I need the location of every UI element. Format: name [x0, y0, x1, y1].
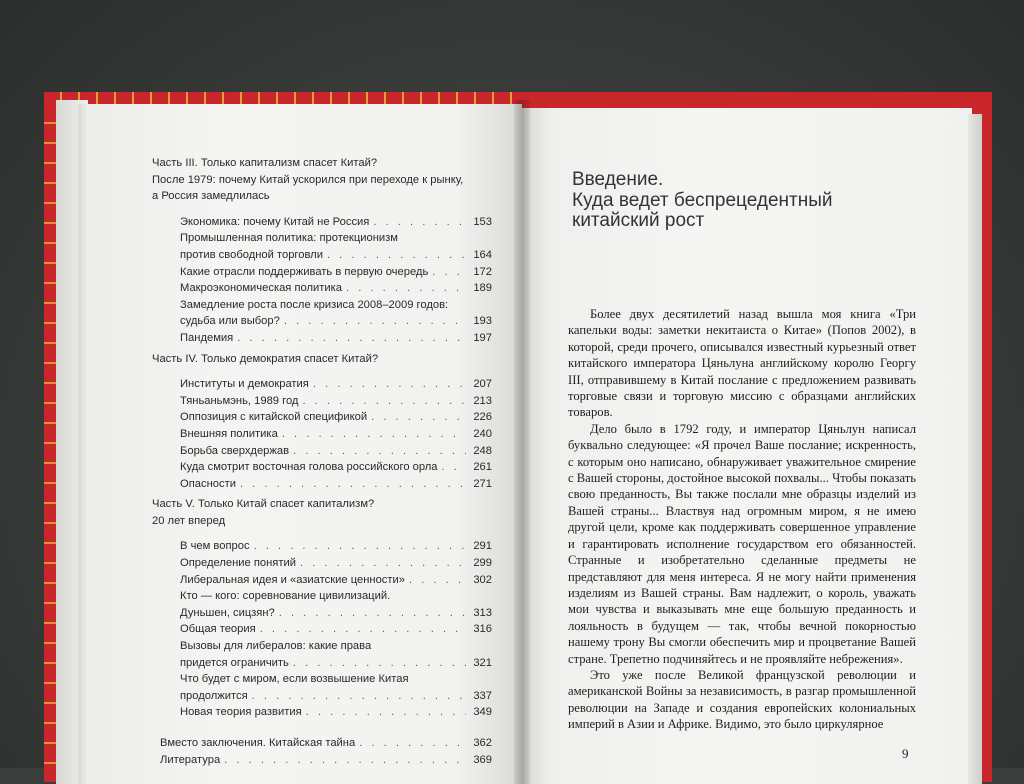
toc-part-title: Часть V. Только Китай спасет капитализм? [152, 498, 375, 511]
toc-entry: Оппозиция с китайской спецификой . . . 226 [152, 409, 492, 426]
page-number: 9 [902, 746, 909, 761]
book-gutter [514, 100, 530, 784]
toc-entry: против свободной торговли . . . 164 [152, 247, 492, 264]
paragraph: Дело было в 1792 году, и император Цяньлун написал буквально следующее: «Я прочел Ваше послание; искренность, с которым оно написано, обнаруживает уважительное смирение с Вашей стороны, достойное высокой похвалы... Чтобы показать свою преданность, Вы также послали мне образцы изделий из Вашей страны... Властвуя над огромным миром, я не имею другой цели, кроме как поддерживать совершенное управление и гарантировать исполнение государством его обязанностей. Странные и изобретательно сделанные предметы не представляют для меня интереса. Я не могу найти применения изделиям из Вашей страны. Вам надлежит, о король, уважать мои чувства и выказывать мне еще большую преданность и лояльность в будущем — так, чтобы вечной покорностью нашему трону Вы смогли обеспечить мир и процветание Вашей стране. Трепетно подчиняйтесь и не проявляйте небрежения». [568, 421, 916, 666]
toc-entry: Промышленная политика: протекционизм [180, 232, 398, 245]
toc-entry: Дуньшен, сицзян? . . . 313 [152, 605, 492, 622]
table-of-contents [152, 155, 492, 768]
toc-entry: В чем вопрос . . . 291 [152, 538, 492, 555]
toc-entry: придется ограничить . . . 321 [152, 655, 492, 672]
toc-entry: Куда смотрит восточная голова российского орла . . . 261 [152, 459, 492, 476]
toc-entry: Новая теория развития . . . 349 [152, 704, 492, 721]
paragraph: Это уже после Великой французской революции и американской Войны за независимость, в разгар промышленной революции на Западе и создания европейских колониальных империй в Азии и Африке. Видимо, это было циркулярное [568, 667, 916, 732]
toc-entry: Борьба сверхдержав . . . 248 [152, 443, 492, 460]
right-page-stack [968, 114, 982, 784]
toc-part-subtitle: а Россия замедлилась [152, 190, 270, 203]
toc-entry: Внешняя политика . . . 240 [152, 426, 492, 443]
toc-entry: Определение понятий . . . 299 [152, 555, 492, 572]
toc-entry: судьба или выбор? . . . 193 [152, 313, 492, 330]
toc-entry: Кто — кого: соревнование цивилизаций. [180, 590, 391, 603]
toc-entry: Макроэкономическая политика . . . 189 [152, 280, 492, 297]
paragraph: Более двух десятилетий назад вышла моя книга «Три капельки воды: заметки некитаиста о Китае» (Попов 2002), в которой, среди прочего, описывался известный курьезный ответ китайского императора Цяньлуна английскому королю Георгу III, отправившему в Китай послание с предложением развивать торговые связи и торговую миссию с образцами английских товаров. [568, 307, 916, 420]
toc-entry: Экономика: почему Китай не Россия . . . 153 [152, 214, 492, 231]
toc-part-title: Часть III. Только капитализм спасет Китай? [152, 157, 378, 169]
left-page-stack [56, 100, 88, 784]
toc-entry: Вызовы для либералов: какие права [180, 640, 372, 653]
toc-entry: Либеральная идея и «азиатские ценности» . . . 302 [152, 572, 492, 589]
chapter-body [568, 306, 916, 733]
toc-entry: Институты и демократия . . . 207 [152, 376, 492, 393]
toc-entry: продолжится . . . 337 [152, 688, 492, 705]
toc-entry: Опасности . . . 271 [152, 476, 492, 493]
toc-entry: Вместо заключения. Китайская тайна . . . 362 [152, 735, 492, 752]
toc-entry: Что будет с миром, если возвышение Китая [180, 673, 409, 686]
toc-part-title: Часть IV. Только демократия спасет Китай? [152, 352, 379, 365]
toc-part-subtitle: После 1979: почему Китай ускорился при переходе к рынку, [152, 173, 464, 186]
toc-entry: Какие отрасли поддерживать в первую очередь . . . 172 [152, 264, 492, 281]
cover-top-pattern [44, 92, 514, 104]
toc-entry: Пандемия . . . 197 [152, 330, 492, 347]
toc-part-subtitle: 20 лет вперед [152, 514, 226, 527]
chapter-heading: Введение. Куда ведет беспрецедентный китайский рост [572, 169, 833, 231]
toc-entry: Тяньаньмэнь, 1989 год . . . 213 [152, 393, 492, 410]
toc-entry: Замедление роста после кризиса 2008–2009 годов: [180, 298, 449, 311]
toc-entry: Литература . . . 369 [152, 752, 492, 769]
toc-entry: Общая теория . . . 316 [152, 621, 492, 638]
